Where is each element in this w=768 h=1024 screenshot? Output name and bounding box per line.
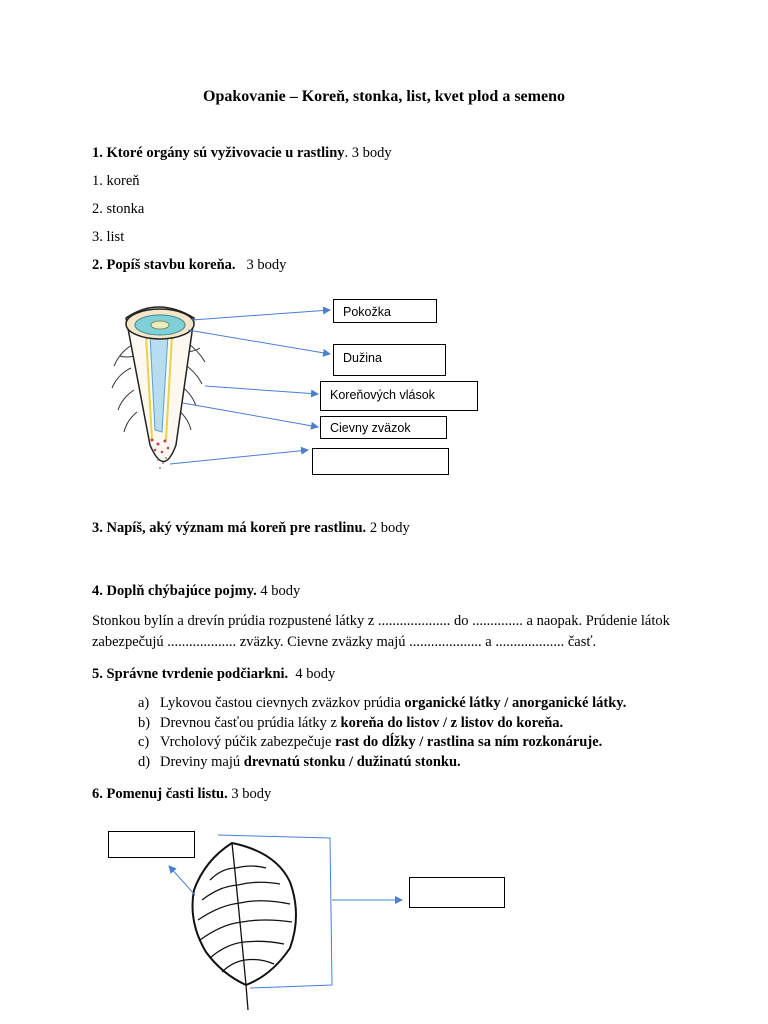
arrow-vlasky	[205, 386, 318, 394]
question-6-text: 6. Pomenuj časti listu.	[92, 786, 228, 802]
question-2-points: 3 body	[246, 257, 287, 273]
label-box-pokozka[interactable]: Pokožka	[333, 299, 437, 323]
answer-3: 3. list	[92, 229, 125, 245]
question-4-points: 4 body	[260, 583, 301, 599]
arrow-duzina	[188, 330, 330, 354]
question-5-text: 5. Správne tvrdenie podčiarkni.	[92, 666, 289, 682]
leaf-label-box-left[interactable]	[108, 831, 195, 858]
leaf-label-box-right[interactable]	[409, 877, 505, 908]
arrow-cievny	[183, 403, 318, 427]
list-item: c) Vrcholový púčik zabezpečuje rast do dĺžky / rastlina sa ním rozkonáruje.	[138, 734, 603, 750]
question-5-points: 4 body	[295, 666, 336, 682]
arrow-pokozka	[192, 310, 330, 320]
list-item: b) Drevnou časťou prúdia látky z koreňa do listov / z listov do koreňa.	[138, 714, 564, 731]
question-2-number: 2	[92, 257, 100, 273]
question-1-points: . 3 body	[344, 145, 392, 161]
question-3-points: 2 body	[369, 520, 410, 536]
question-6	[92, 786, 271, 803]
title-text: Opakovanie – Koreň, stonka, list, kvet plod a semeno	[203, 88, 565, 105]
label-box-korenove-vlasky[interactable]: Koreňových vlások	[320, 381, 478, 411]
arrow-empty	[170, 450, 308, 464]
label-box-duzina[interactable]: Dužina	[333, 344, 446, 376]
question-4-paragraph: Stonkou bylín a drevín prúdia rozpustené látky z .................... do .............. a naopak. Prúdenie látok zabezpečujú ................... zväzky. Cievne zväzky majú .................... a ................... časť.	[92, 613, 670, 650]
list-item: a) Lykovou častou cievnych zväzkov prúdia organické látky / anorganické látky.	[138, 695, 627, 711]
question-5	[92, 666, 335, 683]
arrow-leaf-left	[169, 866, 195, 895]
question-4	[92, 583, 300, 600]
label-box-cievny-zvazok[interactable]: Cievny zväzok	[320, 416, 447, 439]
question-4-text: 4. Doplň chýbajúce pojmy.	[92, 583, 257, 599]
label-box-empty[interactable]	[312, 448, 449, 475]
answer-2: 2. stonka	[92, 201, 145, 217]
question-3	[92, 520, 410, 537]
question-3-text: 3. Napíš, aký význam má koreň pre rastlinu.	[92, 520, 367, 536]
question-2-text: . Popíš stavbu koreňa.	[99, 257, 236, 273]
question-5-list	[138, 694, 626, 772]
answer-1: 1. koreň	[92, 173, 140, 189]
question-1-text: 1. Ktoré orgány sú vyživovacie u rastliny	[92, 145, 345, 161]
question-6-points: 3 body	[231, 786, 272, 802]
list-item: d) Dreviny majú drevnatú stonku / dužinatú stonku.	[138, 753, 461, 770]
